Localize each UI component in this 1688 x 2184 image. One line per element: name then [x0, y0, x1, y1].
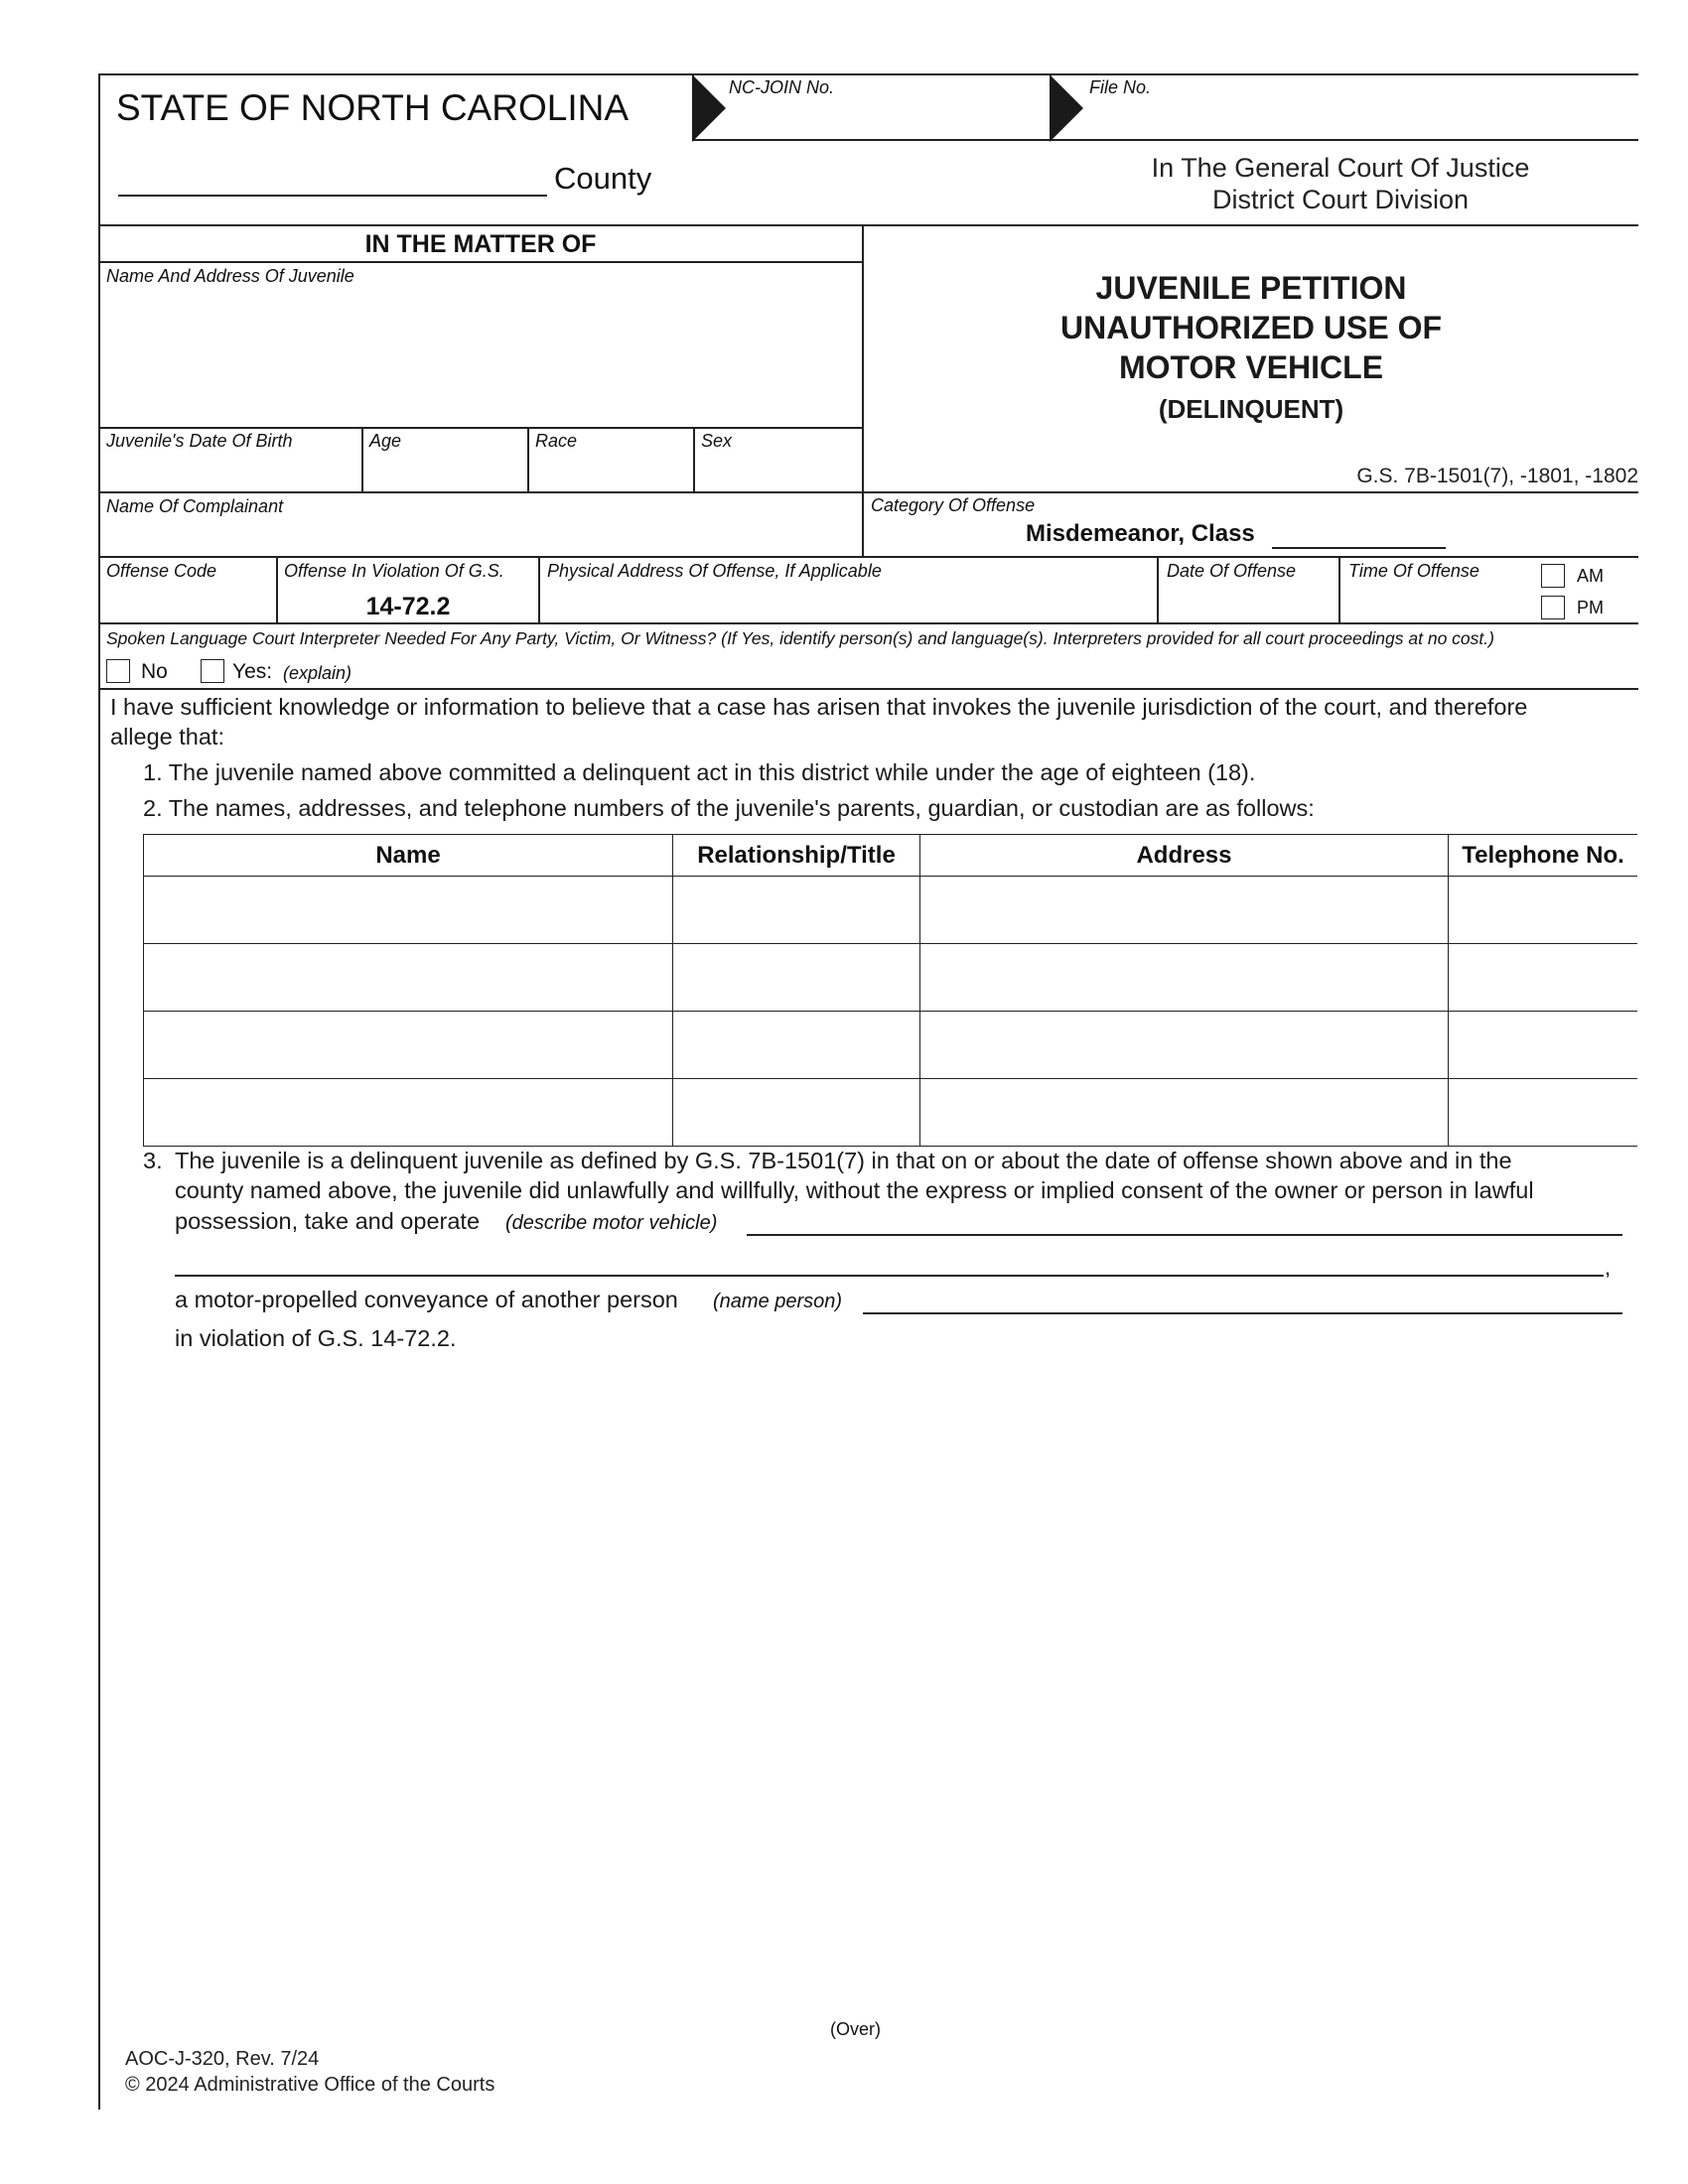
allegation-3-line-5: a motor-propelled conveyance of another person — [175, 1287, 678, 1312]
nc-join-label: NC-JOIN No. — [729, 77, 835, 97]
court-line-1: In The General Court Of Justice — [1151, 153, 1530, 183]
offense-bottom — [98, 622, 1638, 624]
race-field[interactable] — [535, 453, 688, 488]
category-value: Misdemeanor, Class — [1026, 520, 1255, 547]
file-no-arrow-icon — [1050, 74, 1083, 142]
offense-divider-3 — [1157, 556, 1159, 623]
pm-label: PM — [1577, 598, 1604, 617]
left-margin-line — [98, 73, 100, 2110]
date-of-offense-field[interactable] — [1167, 586, 1334, 619]
county-label: County — [554, 161, 652, 196]
sex-field[interactable] — [701, 453, 858, 488]
dob-label: Juvenile's Date Of Birth — [106, 431, 293, 451]
interpreter-bottom — [98, 688, 1638, 690]
interpreter-yes-checkbox[interactable] — [201, 659, 224, 683]
violation-label: Offense In Violation Of G.S. — [284, 561, 504, 581]
parent-telephone-cell[interactable] — [1449, 1079, 1638, 1147]
allegation-3-line-6: in violation of G.S. 14-72.2. — [175, 1325, 457, 1351]
allegation-2: 2. The names, addresses, and telephone numbers of the juvenile's parents, guardian, or custodian are as follows: — [143, 795, 1315, 821]
name-address-bottom — [98, 427, 863, 429]
vehicle-description-comma: , — [1605, 1255, 1612, 1280]
nc-join-field[interactable] — [729, 99, 1047, 137]
parent-relationship-cell[interactable] — [673, 1012, 920, 1079]
over-note: (Over) — [830, 2019, 881, 2039]
demographics-bottom — [98, 491, 1638, 493]
violation-value: 14-72.2 — [365, 593, 451, 620]
statute-reference: G.S. 7B-1501(7), -1801, -1802 — [1356, 465, 1638, 487]
intro-line-2: allege that: — [110, 724, 224, 750]
allegation-3-line-1: The juvenile is a delinquent juvenile as defined by G.S. 7B-1501(7) in that on or about the date of offense shown above and in the — [175, 1148, 1512, 1173]
parent-relationship-cell[interactable] — [673, 877, 920, 944]
name-address-field[interactable] — [106, 290, 856, 423]
allegation-3-number: 3. — [143, 1148, 163, 1173]
name-person-hint: (name person) — [713, 1291, 843, 1312]
matter-heading-underline — [98, 261, 863, 263]
header-divider — [692, 139, 1638, 141]
nc-join-arrow-icon — [692, 74, 726, 142]
offense-divider-4 — [1338, 556, 1340, 623]
title-line-4: (DELINQUENT) — [1158, 394, 1344, 424]
parent-address-cell[interactable] — [920, 944, 1449, 1012]
county-name-field[interactable] — [118, 195, 547, 197]
parent-name-cell[interactable] — [144, 877, 673, 944]
parent-telephone-cell[interactable] — [1449, 877, 1638, 944]
date-of-offense-label: Date Of Offense — [1167, 561, 1297, 581]
describe-vehicle-hint: (describe motor vehicle) — [505, 1212, 718, 1234]
matter-top-border — [98, 224, 1638, 226]
physical-address-field[interactable] — [547, 586, 1151, 619]
parent-address-cell[interactable] — [920, 1012, 1449, 1079]
top-border — [98, 73, 1638, 75]
column-telephone: Telephone No. — [1449, 835, 1638, 877]
complainant-field[interactable] — [106, 518, 856, 552]
parent-name-cell[interactable] — [144, 944, 673, 1012]
complainant-label: Name Of Complainant — [106, 496, 284, 516]
parent-address-cell[interactable] — [920, 877, 1449, 944]
table-row — [144, 944, 1638, 1012]
parents-table — [143, 834, 1637, 1147]
state-heading: STATE OF NORTH CAROLINA — [116, 87, 629, 128]
form-title — [864, 268, 1638, 431]
parent-name-cell[interactable] — [144, 1079, 673, 1147]
age-divider — [527, 427, 529, 492]
copyright-notice: © 2024 Administrative Office of the Courts — [125, 2074, 495, 2096]
allegation-3-line-2: county named above, the juvenile did unlawfully and willfully, without the express or implied consent of the owner or person in lawful — [175, 1177, 1534, 1203]
pm-checkbox[interactable] — [1541, 596, 1565, 619]
parent-address-cell[interactable] — [920, 1079, 1449, 1147]
matter-heading: IN THE MATTER OF — [364, 230, 597, 258]
parent-relationship-cell[interactable] — [673, 1079, 920, 1147]
column-relationship: Relationship/Title — [673, 835, 920, 877]
time-of-offense-label: Time Of Offense — [1348, 561, 1479, 581]
parent-relationship-cell[interactable] — [673, 944, 920, 1012]
interpreter-explain-field[interactable] — [362, 655, 1623, 685]
complainant-bottom — [98, 556, 1638, 558]
interpreter-question: Spoken Language Court Interpreter Needed For Any Party, Victim, Or Witness? (If Yes, identify person(s) and language(s). Interpreters provided for all court proceedings at no cost.) — [106, 628, 1494, 648]
offense-code-field[interactable] — [106, 586, 270, 619]
dob-field[interactable] — [106, 453, 356, 488]
parent-name-cell[interactable] — [144, 1012, 673, 1079]
table-row — [144, 1012, 1638, 1079]
file-no-label: File No. — [1089, 77, 1152, 97]
parents-table-header — [144, 835, 1638, 877]
intro-line-1: I have sufficient knowledge or information to believe that a case has arisen that invokes the juvenile jurisdiction of the court, and therefore — [110, 694, 1528, 720]
table-row — [144, 1079, 1638, 1147]
offense-divider-2 — [538, 556, 540, 623]
title-line-1: JUVENILE PETITION — [1095, 270, 1407, 306]
am-checkbox[interactable] — [1541, 564, 1565, 588]
dob-divider — [361, 427, 363, 492]
race-divider — [693, 427, 695, 492]
allegation-1: 1. The juvenile named above committed a delinquent act in this district while under the age of eighteen (18). — [143, 759, 1256, 785]
physical-address-label: Physical Address Of Offense, If Applicable — [547, 561, 882, 581]
race-label: Race — [535, 431, 578, 451]
offense-code-label: Offense Code — [106, 561, 217, 581]
vehicle-description-field-1[interactable] — [747, 1234, 1622, 1236]
column-address: Address — [920, 835, 1449, 877]
class-field[interactable] — [1272, 547, 1446, 549]
file-no-field[interactable] — [1089, 99, 1625, 137]
sex-label: Sex — [701, 431, 733, 451]
column-name: Name — [144, 835, 673, 877]
title-line-3: MOTOR VEHICLE — [1118, 349, 1384, 385]
am-label: AM — [1577, 566, 1604, 586]
title-line-2: UNAUTHORIZED USE OF — [1060, 310, 1442, 345]
interpreter-no-label: No — [141, 660, 168, 683]
court-name — [1072, 152, 1609, 215]
name-address-label: Name And Address Of Juvenile — [106, 266, 354, 286]
age-field[interactable] — [369, 453, 522, 488]
time-of-offense-field[interactable] — [1348, 586, 1527, 619]
parent-telephone-cell[interactable] — [1449, 1012, 1638, 1079]
form-number: AOC-J-320, Rev. 7/24 — [125, 2048, 320, 2070]
interpreter-no-checkbox[interactable] — [106, 659, 130, 683]
vehicle-description-field-2[interactable] — [175, 1275, 1604, 1277]
table-row — [144, 877, 1638, 944]
allegation-3-line-3: possession, take and operate — [175, 1208, 481, 1234]
parent-telephone-cell[interactable] — [1449, 944, 1638, 1012]
interpreter-explain-label: (explain) — [283, 663, 352, 683]
age-label: Age — [369, 431, 402, 451]
court-line-2: District Court Division — [1211, 185, 1470, 214]
owner-name-field[interactable] — [863, 1312, 1622, 1314]
interpreter-yes-label: Yes: — [232, 660, 273, 683]
category-label: Category Of Offense — [871, 495, 1036, 515]
